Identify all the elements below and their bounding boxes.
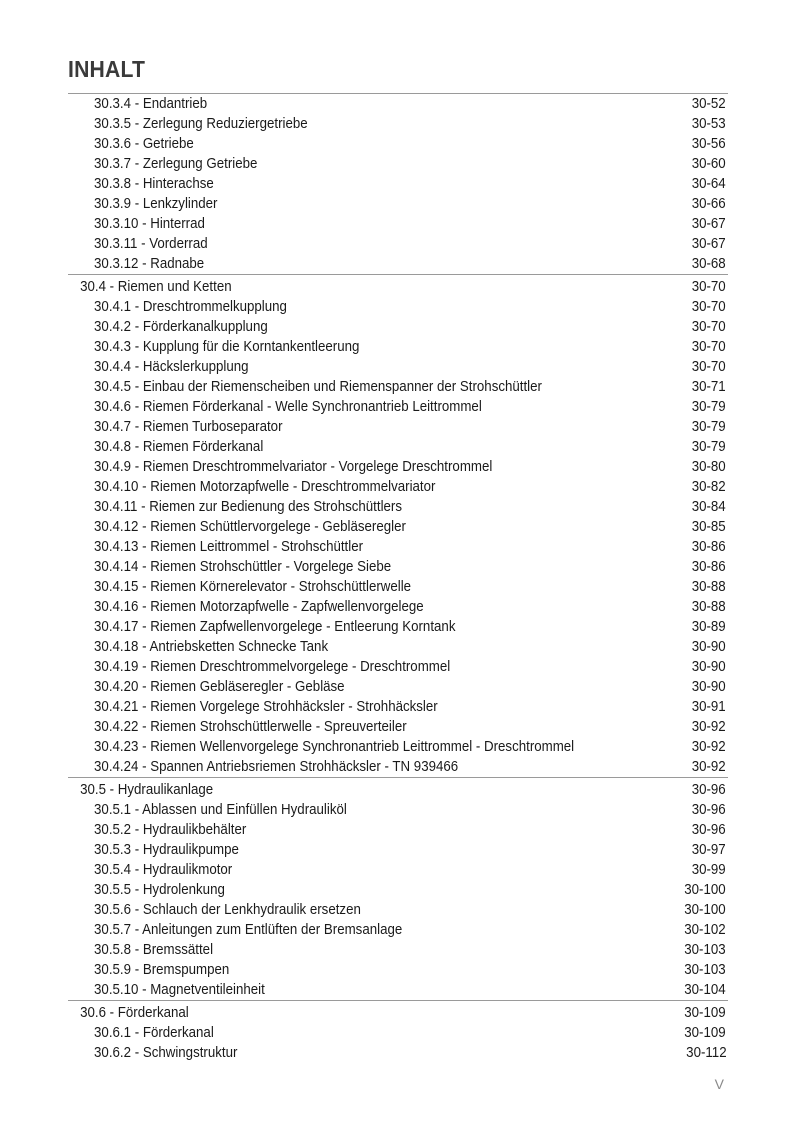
toc-entry-label: 30.3.11 - Vorderrad bbox=[94, 236, 208, 252]
toc-entry[interactable] bbox=[68, 1043, 728, 1063]
toc-entry-label: 30.4.1 - Dreschtrommelkupplung bbox=[94, 299, 287, 315]
toc-entry-label: 30.4.12 - Riemen Schüttlervorgelege - Gebläseregler bbox=[94, 519, 406, 535]
toc-entry-page: 30-82 bbox=[692, 479, 727, 495]
toc-entry-page: 30-100 bbox=[684, 902, 727, 918]
toc-entry-page: 30-102 bbox=[684, 922, 727, 938]
toc-entry[interactable] bbox=[68, 457, 728, 477]
toc-entry-page: 30-70 bbox=[692, 319, 727, 335]
toc-entry[interactable] bbox=[68, 537, 728, 557]
toc-entry-page: 30-86 bbox=[692, 559, 727, 575]
toc-entry-page: 30-92 bbox=[692, 719, 727, 735]
toc-entry[interactable] bbox=[68, 840, 728, 860]
toc-section bbox=[68, 274, 728, 777]
toc-entry-page: 30-104 bbox=[684, 982, 727, 998]
toc-entry-label: 30.4.17 - Riemen Zapfwellenvorgelege - Entleerung Korntank bbox=[94, 619, 456, 635]
toc-entry-label: 30.3.6 - Getriebe bbox=[94, 136, 194, 152]
toc-entry-page: 30-84 bbox=[692, 499, 727, 515]
toc-entry-page: 30-53 bbox=[692, 116, 727, 132]
toc-entry-label: 30.4.14 - Riemen Strohschüttler - Vorgelege Siebe bbox=[94, 559, 392, 575]
toc-entry-page: 30-100 bbox=[684, 882, 727, 898]
toc-entry-label: 30.4.19 - Riemen Dreschtrommelvorgelege - Dreschtrommel bbox=[94, 659, 451, 675]
toc-entry[interactable] bbox=[68, 317, 728, 337]
toc-entry-label: 30.6.1 - Förderkanal bbox=[94, 1025, 214, 1041]
toc-entry-label: 30.4.10 - Riemen Motorzapfwelle - Dreschtrommelvariator bbox=[94, 479, 436, 495]
toc-entry[interactable] bbox=[68, 920, 728, 940]
toc-entry-page: 30-89 bbox=[692, 619, 727, 635]
toc-entry-label: 30.5.1 - Ablassen und Einfüllen Hydrauliköl bbox=[94, 802, 347, 818]
toc-entry-page: 30-90 bbox=[692, 659, 727, 675]
toc-entry-page: 30-90 bbox=[692, 679, 727, 695]
toc-entry-label: 30.4.5 - Einbau der Riemenscheiben und Riemenspanner der Strohschüttler bbox=[94, 379, 542, 395]
toc-entry[interactable] bbox=[68, 254, 728, 274]
toc-entry[interactable] bbox=[68, 114, 728, 134]
toc-entry-page: 30-67 bbox=[692, 236, 727, 252]
toc-entry-label: 30.3.5 - Zerlegung Reduziergetriebe bbox=[94, 116, 308, 132]
toc-entry-label: 30.4.13 - Riemen Leittrommel - Strohschüttler bbox=[94, 539, 364, 555]
toc-entry-page: 30-60 bbox=[692, 156, 727, 172]
toc-entry-label: 30.5.4 - Hydraulikmotor bbox=[94, 862, 233, 878]
toc-entry-label: 30.4.2 - Förderkanalkupplung bbox=[94, 319, 268, 335]
toc-section bbox=[68, 1000, 728, 1063]
toc-entry-page: 30-109 bbox=[684, 1005, 727, 1021]
toc-entry-page: 30-88 bbox=[692, 579, 727, 595]
toc-entry-page: 30-99 bbox=[692, 862, 727, 878]
toc-entry[interactable] bbox=[68, 234, 728, 254]
toc-entry[interactable] bbox=[68, 194, 728, 214]
toc-entry-label: 30.4.11 - Riemen zur Bedienung des Strohschüttlers bbox=[94, 499, 403, 515]
toc-entry-label: 30.3.4 - Endantrieb bbox=[94, 96, 208, 112]
toc-entry-label: 30.4 - Riemen und Ketten bbox=[80, 279, 232, 295]
toc-entry[interactable] bbox=[68, 154, 728, 174]
toc-entry-label: 30.5.7 - Anleitungen zum Entlüften der Bremsanlage bbox=[94, 922, 403, 938]
toc-entry-label: 30.3.8 - Hinterachse bbox=[94, 176, 214, 192]
toc-entry[interactable] bbox=[68, 737, 728, 757]
toc-entry[interactable] bbox=[68, 800, 728, 820]
toc-entry-page: 30-71 bbox=[692, 379, 727, 395]
toc-entry-page: 30-80 bbox=[692, 459, 727, 475]
toc-entry-page: 30-67 bbox=[692, 216, 727, 232]
toc-entry-page: 30-103 bbox=[684, 942, 727, 958]
toc-entry-label: 30.4.6 - Riemen Förderkanal - Welle Synchronantrieb Leittrommel bbox=[94, 399, 482, 415]
toc-entry-label: 30.3.7 - Zerlegung Getriebe bbox=[94, 156, 258, 172]
toc-entry[interactable] bbox=[68, 677, 728, 697]
toc-entry[interactable] bbox=[68, 497, 728, 517]
toc-entry-label: 30.4.16 - Riemen Motorzapfwelle - Zapfwellenvorgelege bbox=[94, 599, 424, 615]
toc-entry[interactable] bbox=[68, 617, 728, 637]
toc-entry-label: 30.6.2 - Schwingstruktur bbox=[94, 1045, 238, 1061]
toc-entry[interactable] bbox=[68, 397, 728, 417]
toc-entry-page: 30-70 bbox=[692, 339, 727, 355]
toc-entry-label: 30.5.5 - Hydrolenkung bbox=[94, 882, 225, 898]
toc-entry[interactable] bbox=[68, 557, 728, 577]
toc-entry[interactable] bbox=[68, 1023, 728, 1043]
toc-entry[interactable] bbox=[68, 94, 728, 114]
toc-entry[interactable] bbox=[68, 174, 728, 194]
toc-entry-page: 30-85 bbox=[692, 519, 727, 535]
toc-entry-label: 30.5.2 - Hydraulikbehälter bbox=[94, 822, 247, 838]
toc-entry-page: 30-96 bbox=[692, 822, 727, 838]
toc-entry-page: 30-70 bbox=[692, 359, 727, 375]
toc-entry-page: 30-68 bbox=[692, 256, 727, 272]
toc-entry-page: 30-66 bbox=[692, 196, 727, 212]
toc-entry[interactable] bbox=[68, 860, 728, 880]
toc-entry-page: 30-70 bbox=[692, 279, 727, 295]
toc-entry-page: 30-96 bbox=[692, 802, 727, 818]
page-number: V bbox=[714, 1076, 724, 1092]
toc-entry-label: 30.4.15 - Riemen Körnerelevator - Strohschüttlerwelle bbox=[94, 579, 412, 595]
toc-entry-label: 30.4.20 - Riemen Gebläseregler - Gebläse bbox=[94, 679, 345, 695]
toc-entry[interactable] bbox=[68, 134, 728, 154]
toc-entry-page: 30-79 bbox=[692, 419, 727, 435]
toc-entry-label: 30.5.10 - Magnetventileinheit bbox=[94, 982, 265, 998]
toc-entry-label: 30.4.23 - Riemen Wellenvorgelege Synchronantrieb Leittrommel - Dreschtrommel bbox=[94, 739, 575, 755]
toc-section-heading[interactable] bbox=[68, 1003, 728, 1023]
toc-entry-label: 30.4.22 - Riemen Strohschüttlerwelle - Spreuverteiler bbox=[94, 719, 407, 735]
toc-entry-label: 30.4.24 - Spannen Antriebsriemen Strohhäcksler - TN 939466 bbox=[94, 759, 459, 775]
toc-entry-page: 30-112 bbox=[685, 1045, 727, 1061]
toc-entry[interactable] bbox=[68, 820, 728, 840]
toc-entry[interactable] bbox=[68, 980, 728, 1000]
toc-entry-page: 30-103 bbox=[684, 962, 727, 978]
toc-entry[interactable] bbox=[68, 417, 728, 437]
toc-entry-page: 30-70 bbox=[692, 299, 727, 315]
toc-entry[interactable] bbox=[68, 337, 728, 357]
toc-entry[interactable] bbox=[68, 477, 728, 497]
toc-entry-page: 30-88 bbox=[692, 599, 727, 615]
toc-section bbox=[68, 777, 728, 1000]
toc-entry[interactable] bbox=[68, 637, 728, 657]
toc-entry-page: 30-96 bbox=[692, 782, 727, 798]
toc-entry-page: 30-109 bbox=[684, 1025, 727, 1041]
toc-entry-page: 30-97 bbox=[692, 842, 727, 858]
toc-entry-label: 30.5.3 - Hydraulikpumpe bbox=[94, 842, 239, 858]
toc-entry[interactable] bbox=[68, 880, 728, 900]
toc-entry-label: 30.5.9 - Bremspumpen bbox=[94, 962, 230, 978]
toc-entry[interactable] bbox=[68, 900, 728, 920]
toc-entry[interactable] bbox=[68, 377, 728, 397]
toc-entry[interactable] bbox=[68, 697, 728, 717]
toc-entry[interactable] bbox=[68, 577, 728, 597]
toc-entry-page: 30-64 bbox=[692, 176, 727, 192]
toc-entry[interactable] bbox=[68, 517, 728, 537]
toc-section-heading[interactable] bbox=[68, 277, 728, 297]
toc-entry[interactable] bbox=[68, 757, 728, 777]
toc-entry-label: 30.4.4 - Häckslerkupplung bbox=[94, 359, 249, 375]
toc-entry[interactable] bbox=[68, 357, 728, 377]
toc-entry-label: 30.5.8 - Bremssättel bbox=[94, 942, 214, 958]
toc-entry-label: 30.5.6 - Schlauch der Lenkhydraulik ersetzen bbox=[94, 902, 361, 918]
toc-entry[interactable] bbox=[68, 940, 728, 960]
toc-entry[interactable] bbox=[68, 214, 728, 234]
toc-section-heading[interactable] bbox=[68, 780, 728, 800]
toc-entry-label: 30.4.18 - Antriebsketten Schnecke Tank bbox=[94, 639, 329, 655]
toc-entry-label: 30.6 - Förderkanal bbox=[80, 1005, 189, 1021]
toc-entry-label: 30.3.10 - Hinterrad bbox=[94, 216, 205, 232]
toc-entry-page: 30-91 bbox=[692, 699, 727, 715]
toc-entry[interactable] bbox=[68, 597, 728, 617]
toc-entry-page: 30-90 bbox=[692, 639, 727, 655]
toc-entry[interactable] bbox=[68, 657, 728, 677]
toc-entry[interactable] bbox=[68, 960, 728, 980]
toc-entry-label: 30.4.21 - Riemen Vorgelege Strohhäcksler - Strohhäcksler bbox=[94, 699, 438, 715]
toc-entry[interactable] bbox=[68, 437, 728, 457]
toc-entry-label: 30.4.8 - Riemen Förderkanal bbox=[94, 439, 264, 455]
page-title: INHALT bbox=[68, 56, 146, 82]
toc-entry-page: 30-79 bbox=[692, 439, 727, 455]
toc-entry-page: 30-56 bbox=[692, 136, 727, 152]
toc-entry-label: 30.4.3 - Kupplung für die Korntankentleerung bbox=[94, 339, 360, 355]
toc-entry-label: 30.4.7 - Riemen Turboseparator bbox=[94, 419, 283, 435]
toc-entry-label: 30.4.9 - Riemen Dreschtrommelvariator - Vorgelege Dreschtrommel bbox=[94, 459, 493, 475]
toc-entry-page: 30-79 bbox=[692, 399, 727, 415]
toc-entry-label: 30.5 - Hydraulikanlage bbox=[80, 782, 214, 798]
toc-entry[interactable] bbox=[68, 717, 728, 737]
toc-section bbox=[68, 93, 728, 274]
toc-entry-label: 30.3.12 - Radnabe bbox=[94, 256, 205, 272]
toc-entry-page: 30-52 bbox=[692, 96, 727, 112]
toc-entry-label: 30.3.9 - Lenkzylinder bbox=[94, 196, 218, 212]
toc-entry-page: 30-86 bbox=[692, 539, 727, 555]
toc-entry-page: 30-92 bbox=[692, 759, 727, 775]
toc-entry[interactable] bbox=[68, 297, 728, 317]
table-of-contents bbox=[68, 93, 728, 1063]
toc-entry-page: 30-92 bbox=[692, 739, 727, 755]
